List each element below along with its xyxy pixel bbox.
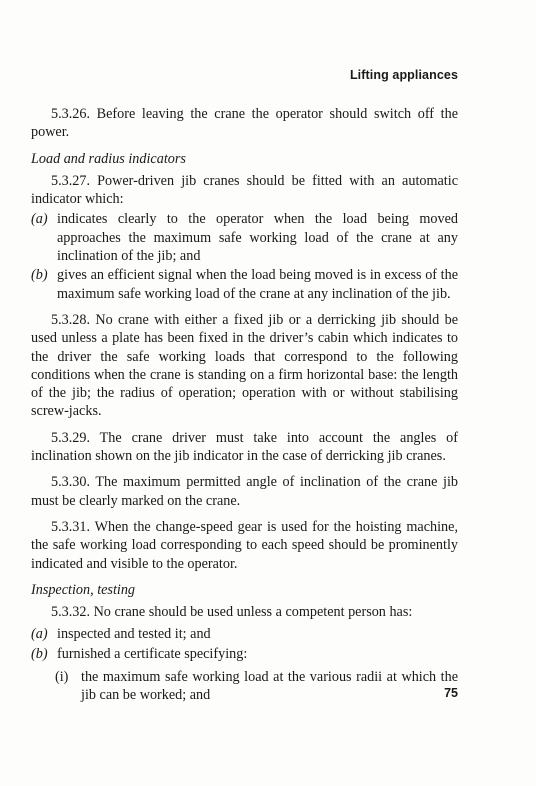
page-number: 75 <box>444 686 458 700</box>
list-item <box>31 645 458 663</box>
paragraph-5-3-28: 5.3.28. No crane with either a fixed jib or a derricking jib should be used unless a plate has been fixed in the driver’s cabin which indicates to the driver the safe working loads that correspond to the following conditions when the crane is standing on a firm horizontal base: the length of the jib; the radius of operation; operation with or without stabilising screw-jacks. <box>31 311 458 420</box>
spacer <box>31 304 458 311</box>
list-item-label: (b) <box>31 645 48 662</box>
section-heading-load-radius: Load and radius indicators <box>31 150 186 167</box>
paragraph-5-3-32: 5.3.32. No crane should be used unless a competent person has: <box>51 604 413 621</box>
paragraph-5-3-27: 5.3.27. Power-driven jib cranes should be fitted with an automatic indicator which: <box>31 172 458 208</box>
section-heading-inspection: Inspection, testing <box>31 581 136 598</box>
sub-list-item <box>55 668 458 705</box>
page-body <box>31 105 458 706</box>
list-item <box>31 625 458 643</box>
paragraph-5-3-29: 5.3.29. The crane driver must take into account the angles of inclination shown on the jib indicator in the case of derricking jib cranes. <box>31 429 458 465</box>
list-item-text: furnished a certificate specifying: <box>57 645 248 662</box>
list-item-label: (a) <box>31 211 48 228</box>
list-item-text: inspected and tested it; and <box>57 626 211 643</box>
list-item <box>31 266 458 303</box>
sub-list-item-label: (i) <box>55 669 69 686</box>
list-item-label: (b) <box>31 267 48 284</box>
list-item-label: (a) <box>31 626 48 643</box>
running-head: Lifting appliances <box>349 68 458 82</box>
paragraph-5-3-31: 5.3.31. When the change-speed gear is used for the hoisting machine, the safe working load corresponding to each speed should be prominently indicated and visible to the operator. <box>31 518 458 572</box>
list-item-text: indicates clearly to the operator when the load being moved approaches the maximum safe working load of the crane at any inclination of the jib; and <box>57 211 458 265</box>
list-item-text: gives an efficient signal when the load being moved is in excess of the maximum safe working load of the crane at any inclination of the jib. <box>57 267 458 302</box>
paragraph-5-3-30: 5.3.30. The maximum permitted angle of inclination of the crane jib must be clearly marked on the crane. <box>31 474 458 509</box>
sub-list-item-text: the maximum safe working load at the various radii at which the jib can be worked; and <box>81 669 458 704</box>
paragraph-5-3-26: 5.3.26. Before leaving the crane the operator should switch off the power. <box>31 106 458 141</box>
list-item <box>31 210 458 265</box>
